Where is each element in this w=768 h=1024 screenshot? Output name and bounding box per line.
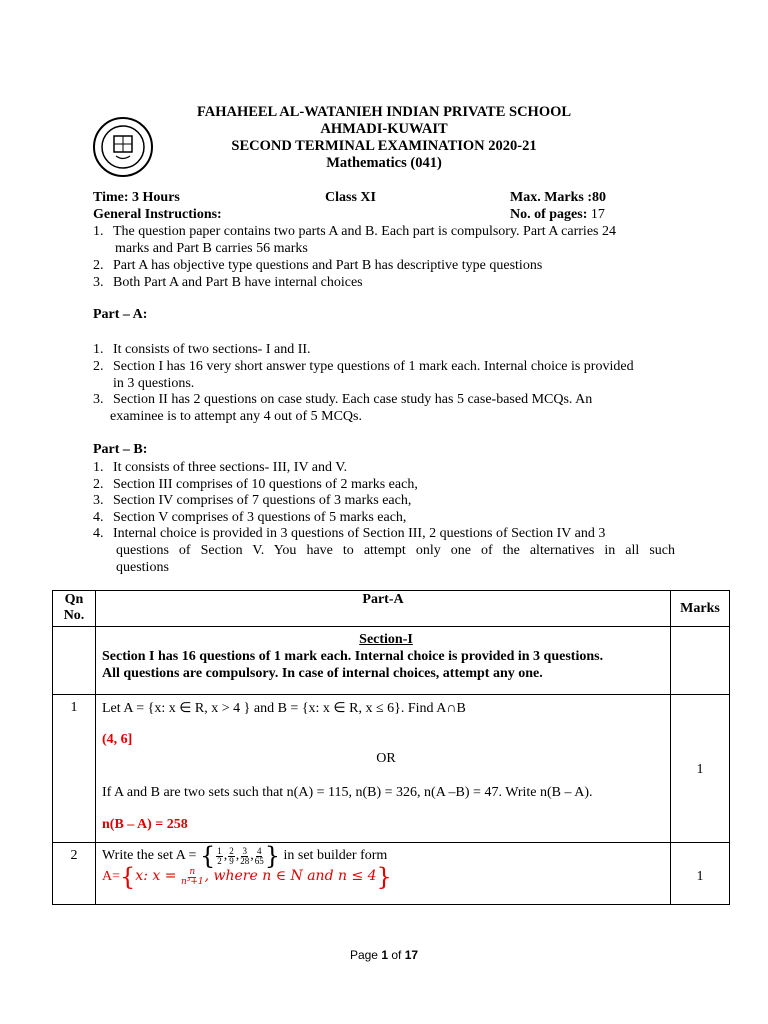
list-item: 4. Internal choice is provided in 3 questions of Section III, 2 questions of Section IV and 3 [93, 526, 606, 541]
part-header: Part-A [96, 591, 671, 627]
pages-info [510, 206, 605, 223]
list-item-continuation: questions of Section V. You have to attempt only one of the alternatives in all such [116, 543, 675, 558]
pages-label: No. of pages: [510, 207, 588, 222]
list-item-continuation: marks and Part B carries 56 marks [115, 241, 308, 256]
max-marks-label: Max. Marks :80 [510, 190, 607, 205]
section-title: Section-I [359, 632, 413, 647]
table-header-row [53, 591, 730, 627]
answer-text: n(B – A) = 258 [102, 817, 188, 832]
question-text: Let A = {x: x ∈ R, x > 4 } and B = {x: x ∈ R, x ≤ 6}. Find A∩B [102, 701, 466, 716]
time-label: Time: 3 Hours [93, 190, 180, 205]
section-description: Section-I Section I has 16 questions of 1 mark each. Internal choice is provided in 3 questions. All questions are compulsory. In case of internal choices, attempt any one. [96, 627, 671, 695]
section-row [53, 627, 730, 695]
question-table [52, 590, 730, 905]
subject-title: Mathematics (041) [326, 155, 442, 171]
answer-text: A={x: x = $\frac{n}{\text{n³+1}}$ , where n ∈ N and n ≤ 4} [102, 863, 392, 891]
list-item-continuation: questions [116, 560, 169, 575]
question-text: Write the set A = { $\frac{1}{2}$ , $\frac{2}{9}$ , $\frac{3}{28}$ , $\frac{4}{65}$ } in set builder form [102, 842, 388, 870]
school-location: AHMADI-KUWAIT [320, 121, 448, 137]
pages-value: 17 [590, 207, 605, 222]
qn-header: Qn No. [53, 591, 96, 627]
school-name: FAHAHEEL AL-WATANIEH INDIAN PRIVATE SCHOOL [196, 104, 572, 120]
list-item: 1. It consists of two sections- I and II. [93, 342, 311, 357]
answer-text: (4, 6] [102, 732, 133, 747]
part-b-heading: Part – B: [93, 442, 148, 457]
exam-title: SECOND TERMINAL EXAMINATION 2020-21 [231, 138, 537, 154]
list-item-continuation: in 3 questions. [113, 376, 195, 391]
or-label: OR [376, 751, 396, 766]
list-item: 3. Section II has 2 questions on case study. Each case study has 5 case-based MCQs. An [93, 392, 593, 407]
list-item: 2. Section III comprises of 10 questions of 2 marks each, [93, 477, 418, 492]
marks-value: 1 [671, 843, 730, 905]
part-a-heading: Part – A: [93, 307, 148, 322]
list-item: 2. Part A has objective type questions and Part B has descriptive type questions [93, 258, 543, 273]
marks-header: Marks [671, 591, 730, 627]
class-label: Class XI [325, 190, 376, 205]
marks-value: 1 [671, 695, 730, 843]
list-item: 2. Section I has 16 very short answer type questions of 1 mark each. Internal choice is provided [93, 359, 634, 374]
question-number: 1 [53, 695, 96, 843]
question-text: If A and B are two sets such that n(A) = 115, n(B) = 326, n(A –B) = 47. Write n(B – A). [102, 785, 593, 800]
list-item: 3. Section IV comprises of 7 questions of 3 marks each, [93, 493, 412, 508]
page-footer: Page 1 of 17 [349, 948, 419, 962]
table-row [53, 695, 730, 843]
question-content [96, 843, 671, 905]
list-item: 4. Section V comprises of 3 questions of 5 marks each, [93, 510, 407, 525]
question-content [96, 695, 671, 843]
general-instructions-heading: General Instructions: [93, 207, 222, 222]
list-item-continuation: examinee is to attempt any 4 out of 5 MCQs. [110, 409, 362, 424]
list-item: 3. Both Part A and Part B have internal choices [93, 275, 363, 290]
list-item: 1. The question paper contains two parts A and B. Each part is compulsory. Part A carries 24 [93, 224, 616, 239]
table-row [53, 843, 730, 905]
list-item: 1. It consists of three sections- III, IV and V. [93, 460, 348, 475]
question-number: 2 [53, 843, 96, 905]
